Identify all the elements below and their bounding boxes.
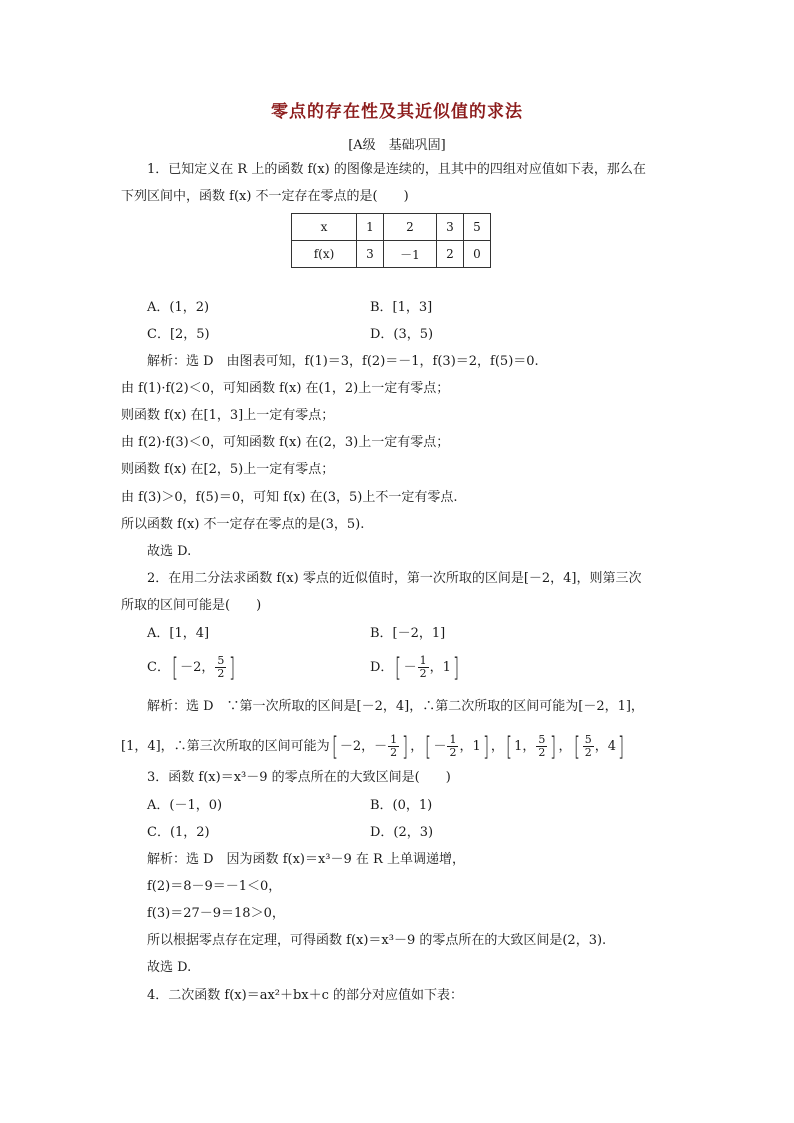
right-bracket: ] [229, 652, 236, 683]
q3-option-c: C．(1，2) [147, 825, 210, 840]
q1-solution-line: 由 f(1)·f(2)＜0，可知函数 f(x) 在(1，2)上一定有零点； [121, 381, 450, 396]
q1-value-table [291, 213, 491, 268]
q1-solution-line: 故选 D. [147, 544, 192, 559]
page-title: 零点的存在性及其近似值的求法 [271, 102, 523, 122]
q3-solution-line: 所以根据零点存在定理，可得函数 f(x)＝x³－9 的零点所在的大致区间是(2，3). [147, 933, 607, 948]
q1-option-a: A．(1，2) [147, 300, 210, 315]
q3-solution-line: f(2)＝8－9＝－1＜0， [147, 879, 282, 894]
q1-solution-line: 则函数 f(x) 在[2，5)上一定有零点； [121, 462, 335, 477]
table-header-cell: 2 [384, 214, 437, 241]
q2-solution-line2: [1，4]，∴第三次所取的区间可能为[ －2，－ $\frac{1}{2}$ ] ，[ － $\frac{1}{2}$ ，1] ，[ 1， $\frac{5}{2}$ ] ，[ $\frac{5}{2}$ ，4] [121, 731, 625, 762]
table-cell: －1 [384, 241, 437, 268]
q1-solution-line: 则函数 f(x) 在[1，3]上一定有零点； [121, 408, 335, 423]
section-subtitle: [A级 基础巩固] [348, 138, 446, 153]
left-bracket: [ [171, 652, 179, 683]
table-row [292, 241, 491, 268]
q2-stem-line1: 2．在用二分法求函数 f(x) 零点的近似值时，第一次所取的区间是[－2，4]，则第三次 [147, 571, 642, 586]
option-letter: C． [147, 660, 170, 675]
left-bracket: [ [395, 652, 402, 683]
table-cell: 0 [464, 241, 491, 268]
table-header-cell: 5 [464, 214, 491, 241]
q1-option-d: D．(3，5) [370, 327, 434, 342]
q3-solution-line: 解析：选 D 因为函数 f(x)＝x³－9 在 R 上单调递增， [147, 852, 465, 867]
table-cell: 3 [357, 241, 384, 268]
q1-stem-line1: 1．已知定义在 R 上的函数 f(x) 的图像是连续的，且其中的四组对应值如下表，那么在 [147, 162, 646, 177]
q2-option-c [147, 653, 238, 683]
fraction: $\frac{1}{2}$ [419, 654, 427, 680]
interval-text: －2， [180, 660, 215, 675]
table-cell: 2 [437, 241, 464, 268]
q3-solution-line: f(3)＝27－9＝18＞0， [147, 906, 285, 921]
table-header-cell: 1 [357, 214, 384, 241]
q1-option-c: C．[2，5) [147, 327, 210, 342]
q2-stem-line2: 所取的区间可能是( ) [121, 598, 262, 613]
q2-solution-line1: 解析：选 D ∵第一次所取的区间是[－2，4]，∴第二次所取的区间可能为[－2，1]， [147, 699, 644, 714]
table-header-cell: x [292, 214, 357, 241]
q3-option-d: D．(2，3) [370, 825, 434, 840]
right-bracket: ] [452, 652, 460, 683]
q2-option-a: A．[1，4] [147, 626, 210, 641]
q3-stem: 3．函数 f(x)＝x³－9 的零点所在的大致区间是( ) [147, 770, 451, 785]
q3-option-a: A．(－1，0) [147, 798, 223, 813]
q3-option-b: B．(0，1) [370, 798, 433, 813]
table-row [292, 214, 491, 241]
q1-solution-line: 由 f(2)·f(3)＜0，可知函数 f(x) 在(2，3)上一定有零点； [121, 435, 450, 450]
q1-solution-line: 所以函数 f(x) 不一定存在零点的是(3，5). [121, 517, 365, 532]
option-letter: D． [370, 660, 394, 675]
q4-stem: 4．二次函数 f(x)＝ax²＋bx＋c 的部分对应值如下表： [147, 988, 464, 1003]
q3-solution-line: 故选 D. [147, 960, 192, 975]
q1-stem-line2: 下列区间中，函数 f(x) 不一定存在零点的是( ) [121, 189, 409, 204]
q2-option-b: B．[－2，1] [370, 626, 446, 641]
interval-text: ，1 [429, 660, 451, 675]
q2-option-d: D．[ － $\frac{1}{2}$ ，1] [370, 652, 460, 683]
q1-solution-line: 由 f(3)＞0，f(5)＝0，可知 f(x) 在(3，5)上不一定有零点. [121, 490, 458, 505]
q1-solution-line: 解析：选 D 由图表可知，f(1)＝3，f(2)＝－1，f(3)＝2，f(5)＝0. [147, 354, 539, 369]
table-header-cell: 3 [437, 214, 464, 241]
q1-option-b: B．[1，3] [370, 300, 433, 315]
fraction: $\frac{5}{2}$ [217, 654, 225, 680]
table-cell: f(x) [292, 241, 357, 268]
